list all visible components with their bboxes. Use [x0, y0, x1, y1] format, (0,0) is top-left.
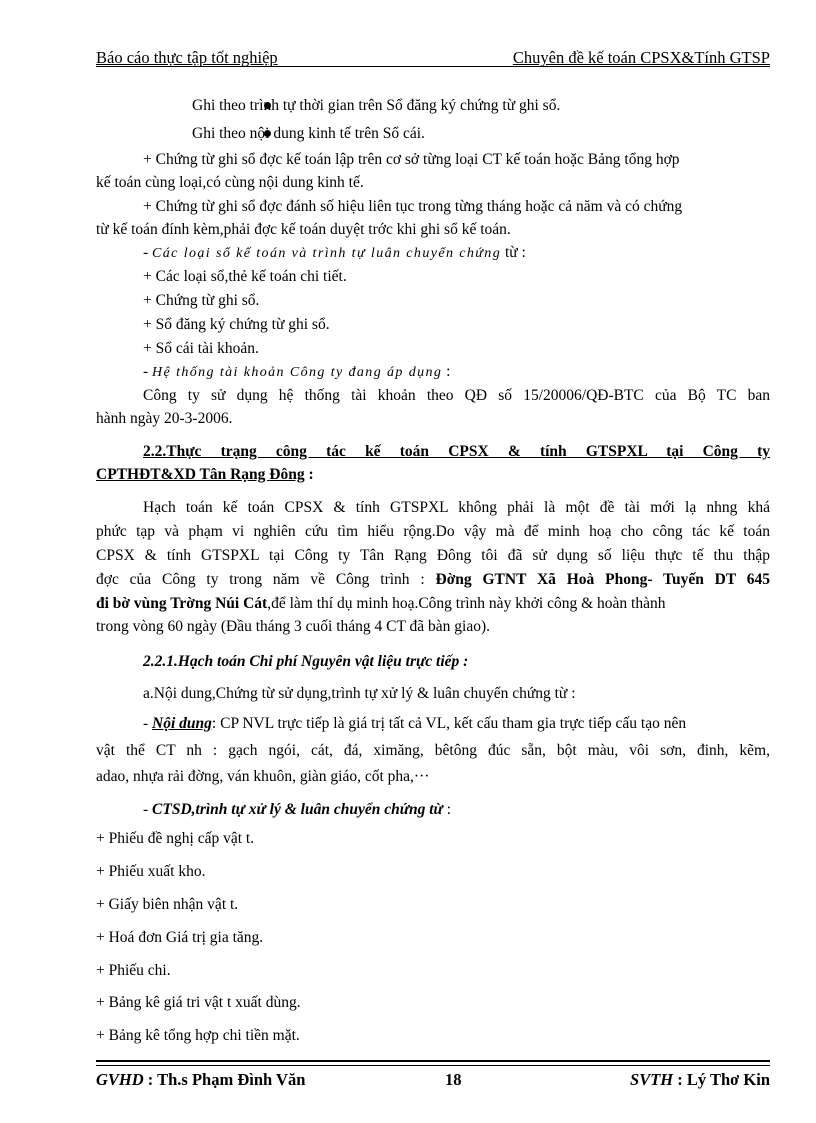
page-footer [96, 1070, 770, 1092]
header-divider [96, 66, 770, 67]
list-item: + Sổ cái tài khoản. [143, 340, 259, 357]
paragraph-text: đợc của Công ty trong năm về Công trình : [96, 571, 436, 588]
paragraph-line: adao, nhựa rải đờng, ván khuôn, giàn giáo, cốt pha,··· [96, 768, 430, 785]
section-title: CTSD,trình tự xử lý & luân chuyển chứng từ [152, 801, 443, 818]
heading-tail: : [304, 466, 314, 483]
list-item: + Chứng từ ghi sổ. [143, 292, 260, 309]
page-header [96, 44, 770, 66]
paragraph-line: + Chứng từ ghi sổ đợc kế toán lập trên cơ sở từng loại CT kế toán hoặc Bảng tổng hợp [143, 151, 680, 168]
paragraph-text: : CP NVL trực tiếp là giá trị tất cả VL, kết cấu tham gia trực tiếp cấu tạo nên [211, 715, 687, 732]
page-number: 18 [445, 1070, 462, 1089]
content-label: Nội dung [152, 715, 212, 732]
paragraph-line: từ kế toán đính kèm,phải đợc kế toán duyệt trớc khi ghi sổ kế toán. [96, 221, 511, 238]
heading-a: a.Nội dung,Chứng từ sử dụng,trình tự xử lý & luân chuyển chứng từ : [143, 685, 576, 702]
heading-2-2-line1 [143, 442, 770, 462]
section-dash: - [143, 801, 153, 818]
student-label: SVTH [630, 1070, 674, 1089]
paragraph-line: trong vòng 60 ngày (Đầu tháng 3 cuối tháng 4 CT đã bàn giao). [96, 618, 491, 635]
heading-2-2-line2 [96, 465, 770, 485]
footer-divider-thick [96, 1060, 770, 1062]
section-heading-accounts [143, 362, 816, 383]
supervisor-label: GVHD [96, 1070, 144, 1089]
project-name: đi bờ vùng Trờng Núi Cát [96, 595, 268, 612]
section-tail: từ : [501, 244, 526, 261]
section-title: Các loại sổ kế toán và trình tự luân chuyển chứng [152, 246, 502, 261]
paragraph-line: phức tạp và phạm vi nghiên cứu tìm hiểu rộng.Do vậy mà để minh hoạ cho công tác kế toán [96, 523, 770, 540]
list-item: + Các loại sổ,thẻ kế toán chi tiết. [143, 268, 347, 285]
section-heading-books [143, 243, 816, 264]
student-name: : Lý Thơ Kin [673, 1070, 770, 1089]
paragraph-dash: - [143, 715, 153, 732]
heading-text: 2.2.Thực trạng công tác kế toán CPSX & tính GTSPXL tại Công ty [143, 443, 770, 460]
paragraph-line [96, 594, 770, 614]
list-item: + Phiếu xuất kho. [96, 863, 206, 880]
project-name: Đờng GTNT Xã Hoà Phong- Tuyến DT 645 [435, 571, 771, 588]
heading-2-2-1: 2.2.1.Hạch toán Chi phí Nguyên vật liệu trực tiếp : [143, 653, 469, 670]
paragraph-line: hành ngày 20-3-2006. [96, 410, 233, 427]
paragraph-line: vật thể CT nh : gạch ngói, cát, đá, ximăng, bêtông đúc sẵn, bột màu, vôi sơn, đinh, kẽm, [96, 742, 770, 759]
list-item: + Phiếu đề nghị cấp vật t. [96, 830, 255, 847]
footer-student [630, 1070, 770, 1090]
section-tail: : [442, 801, 452, 818]
footer-divider-thin [96, 1065, 770, 1066]
section-tail: : [442, 363, 451, 380]
list-item: + Bảng kê tổng hợp chi tiền mặt. [96, 1027, 300, 1044]
list-item: + Giấy biên nhận vật t. [96, 896, 239, 913]
paragraph-line: Công ty sử dụng hệ thống tài khoản theo QĐ số 15/20006/QĐ-BTC của Bộ TC ban [143, 387, 770, 404]
bullet-text: Ghi theo trình tự thời gian trên Sổ đăng ký chứng từ ghi sổ. [192, 97, 561, 114]
list-item: + Sổ đăng ký chứng từ ghi sổ. [143, 316, 330, 333]
paragraph-line: Hạch toán kế toán CPSX & tính GTSPXL không phải là một đề tài mới lạ nhng khá [143, 499, 770, 516]
bullet-text: Ghi theo nội dung kinh tế trên Sổ cái. [192, 125, 425, 142]
header-left-title: Báo cáo thực tập tốt nghiệp [96, 48, 278, 67]
paragraph-line: CPSX & tính GTSPXL tại Công ty Tân Rạng Đông tôi đã sử dụng số liệu thực tế thu thập [96, 547, 770, 564]
list-item: + Bảng kê giá tri vật t xuất dùng. [96, 994, 301, 1011]
heading-text: CPTHĐT&XD Tân Rạng Đông [96, 466, 305, 483]
section-title: Hệ thống tài khoản Công ty đang áp dụng [152, 365, 443, 380]
section-dash: - [143, 244, 153, 261]
paragraph-line: kế toán cùng loại,có cùng nội dung kinh tế. [96, 174, 364, 191]
list-item: + Phiếu chi. [96, 962, 171, 979]
list-item: + Hoá đơn Giá trị gia tăng. [96, 929, 264, 946]
paragraph-line [143, 714, 816, 734]
paragraph-line [96, 570, 770, 590]
section-heading-ctsd [143, 800, 816, 820]
paragraph-text: ,để làm thí dụ minh hoạ.Công trình này khởi công & hoàn thành [267, 595, 666, 612]
footer-supervisor [96, 1070, 305, 1090]
supervisor-name: : Th.s Phạm Đình Văn [143, 1070, 306, 1089]
section-dash: - [143, 363, 153, 380]
header-right-title: Chuyên đề kế toán CPSX&Tính GTSP [512, 48, 770, 67]
paragraph-line: + Chứng từ ghi sổ đợc đánh số hiệu liên tục trong từng tháng hoặc cả năm và có chứng [143, 198, 683, 215]
